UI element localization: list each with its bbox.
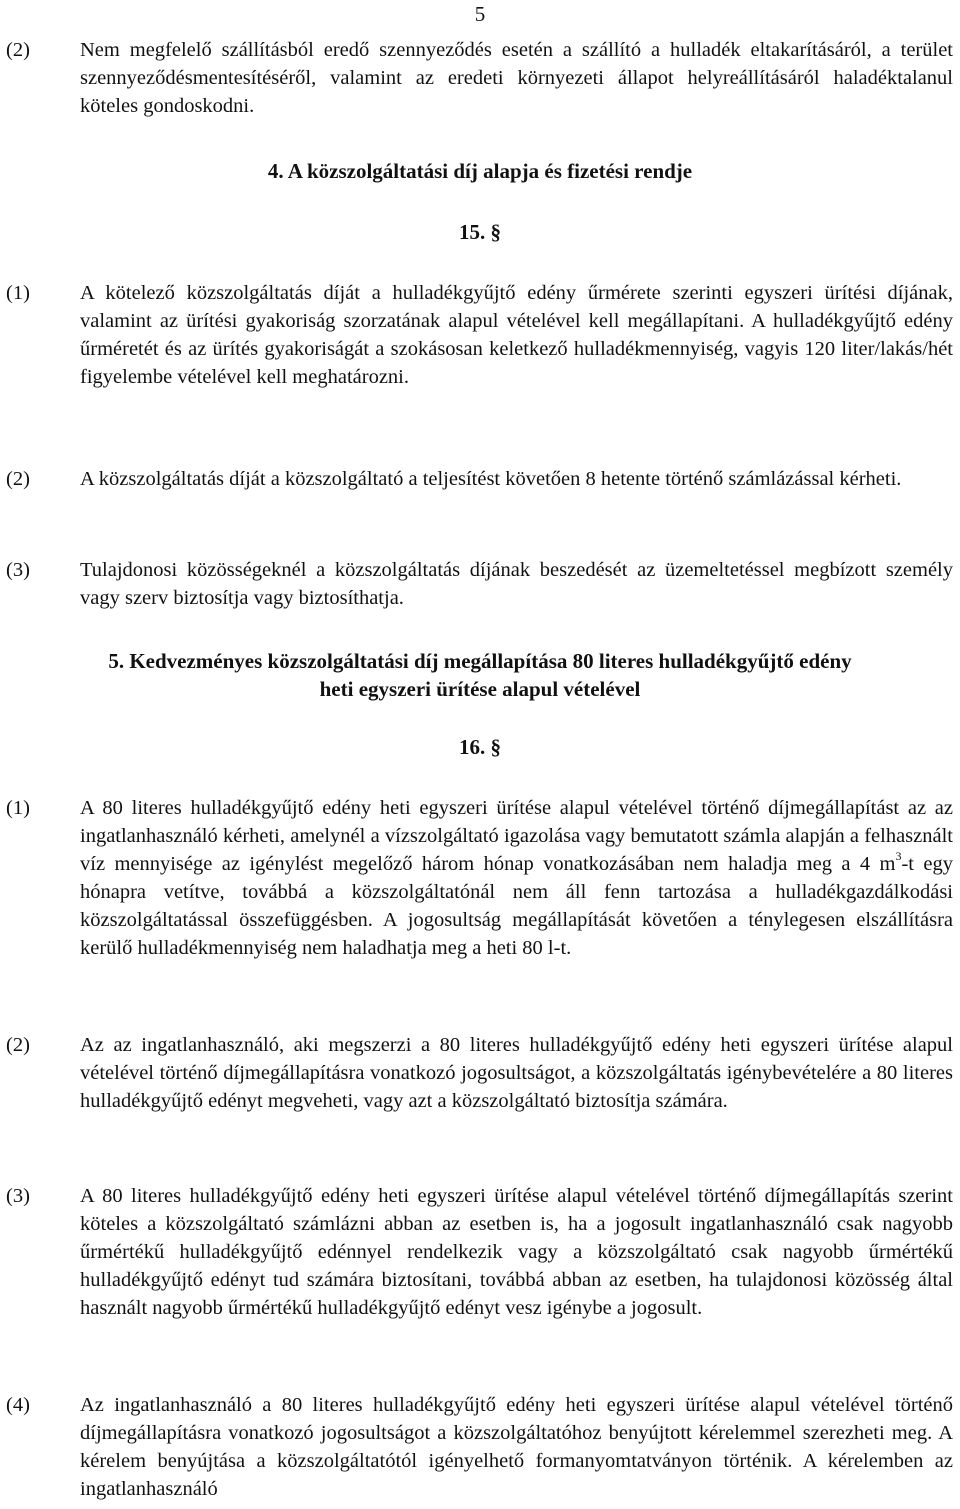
page-number: 5 xyxy=(474,2,486,26)
paragraph-text: Az az ingatlanhasználó, aki megszerzi a 80 literes hulladékgyűjtő edény heti egyszeri ürítése alapul vételével történő díjmegállapításra vonatkozó jogosultságot, a közszolgáltatás igénybevételére a 80 literes hulladékgyűjtő edényt megveheti, vagy azt a közszolgáltató biztosítja számára. xyxy=(80,1034,953,1112)
paragraph-text: Nem megfelelő szállításból eredő szennyeződés esetén a szállító a hulladék eltakarításáról, a terület szennyeződésmentesítéséről, valamint az eredeti környezeti állapot helyreállításáról haladéktalanul köteles gondoskodni. xyxy=(80,39,953,117)
chapter-heading-5-line2: heti egyszeri ürítése alapul vételével xyxy=(319,677,641,701)
paragraph-text: A 80 literes hulladékgyűjtő edény heti egyszeri ürítése alapul vételével történő díjmegállapítás szerint köteles a közszolgáltató számlázni abban az esetben is, ha a jogosult ingatlanhasználó csak nagyobb űrmértékű hulladékgyűjtő edénnyel rendelkezik vagy a közszolgáltató csak nagyobb űrmértékű hulladékgyűjtő edényt tud számára biztosítani, továbbá abban az esetben, ha tulajdonosi közösség által használt nagyobb űrmértékű hulladékgyűjtő edényt vesz igénybe a jogosult. xyxy=(80,1185,953,1319)
paragraph-text xyxy=(80,794,953,962)
paragraph-number: (2) xyxy=(6,468,30,490)
paragraph-text-part-a: A 80 literes hulladékgyűjtő edény heti egyszeri ürítése alapul vételével történő díjmegállapítást az az ingatlanhasználó kérheti, amelynél a vízszolgáltató igazolása vagy bemutatott számla alapján a felhasznált víz mennyisége az igénylést megelőző három hónap vonatkozásában nem haladja meg a 4 m xyxy=(80,797,953,875)
paragraph-number: (3) xyxy=(6,559,30,581)
paragraph-number: (1) xyxy=(6,282,30,304)
paragraph-number: (2) xyxy=(6,1034,30,1056)
section-number-16: 16. § xyxy=(459,735,501,759)
paragraph-text-part-b: -t egy hónapra vetítve, továbbá a közszolgáltatónál nem áll fenn tartozása a hulladékgazdálkodási közszolgáltatással összefüggésben. A jogosultság megállapítását követően a ténylegesen elszállításra kerülő hulladékmennyiség nem haladhatja meg a heti 80 l-t. xyxy=(80,853,953,959)
chapter-heading-5-line1: 5. Kedvezményes közszolgáltatási díj megállapítása 80 literes hulladékgyűjtő edény xyxy=(108,649,852,673)
paragraph-number: (1) xyxy=(6,797,30,819)
paragraph-number: (4) xyxy=(6,1394,30,1416)
paragraph-number: (2) xyxy=(6,39,30,61)
paragraph-text: Az ingatlanhasználó a 80 literes hulladékgyűjtő edény heti egyszeri ürítése alapul vételével történő díjmegállapításra vonatkozó jogosultságot a közszolgáltatóhoz benyújtott kérelemmel szerezheti meg. A kérelem benyújtása a közszolgáltatótól igényelhető formanyomtatványon történik. A kérelemben az ingatlanhasználó xyxy=(80,1394,953,1500)
paragraph-text: Tulajdonosi közösségeknél a közszolgáltatás díjának beszedését az üzemeltetéssel megbízott személy vagy szerv biztosítja vagy biztosíthatja. xyxy=(80,559,953,609)
chapter-heading-4: 4. A közszolgáltatási díj alapja és fizetési rendje xyxy=(267,159,693,183)
paragraph-text: A kötelező közszolgáltatás díját a hulladékgyűjtő edény űrmérete szerinti egyszeri ürítési díjának, valamint az ürítési gyakoriság szorzatának alapul vételével kell megállapítani. A hulladékgyűjtő edény űrméretét és az ürítés gyakoriságát a szokásosan keletkező hulladékmennyiség, vagyis 120 liter/lakás/hét figyelembe vételével kell meghatározni. xyxy=(80,282,953,388)
paragraph-number: (3) xyxy=(6,1185,30,1207)
superscript-exponent: 3 xyxy=(895,849,902,864)
paragraph-text: A közszolgáltatás díját a közszolgáltató a teljesítést követően 8 hetente történő számlázással kérheti. xyxy=(80,468,902,490)
section-number-15: 15. § xyxy=(459,220,501,244)
